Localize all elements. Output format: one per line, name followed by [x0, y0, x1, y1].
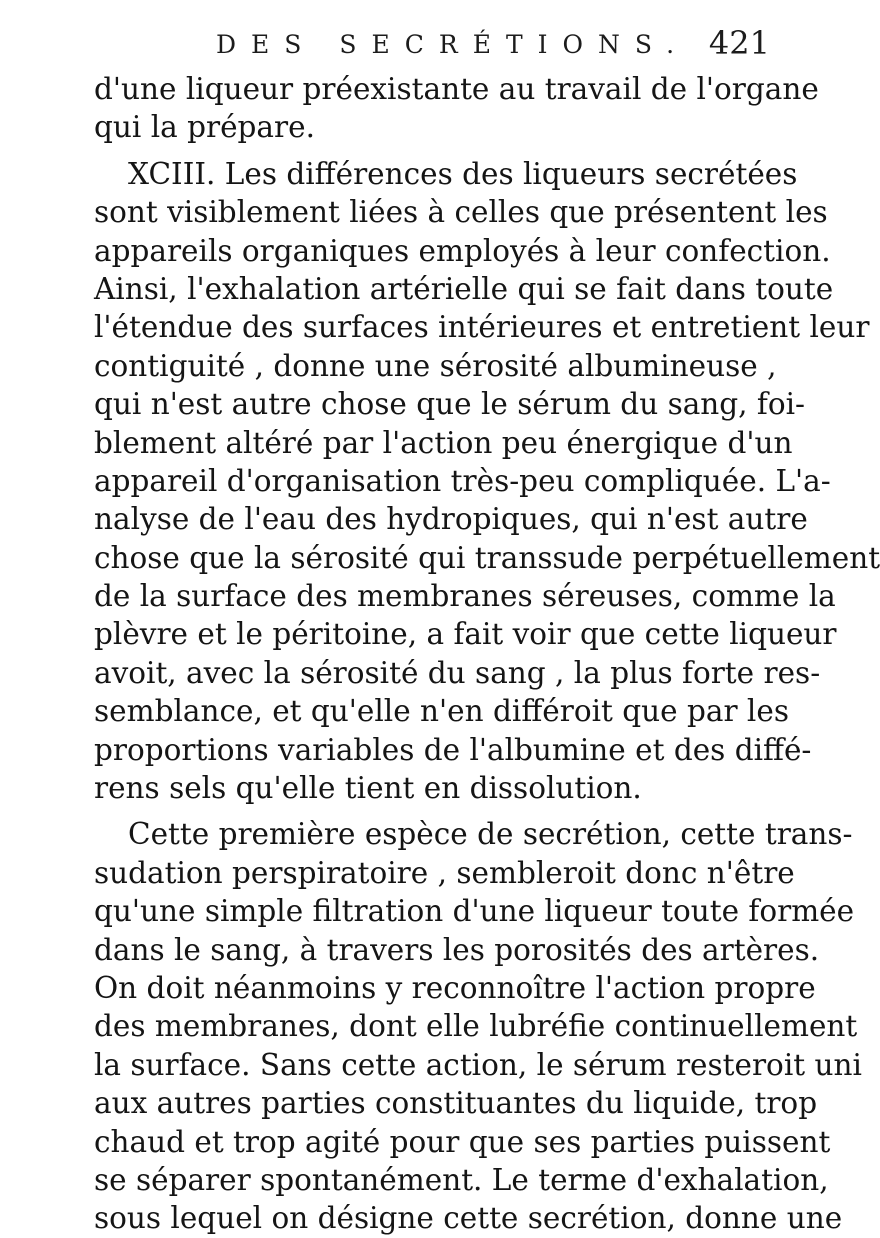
- text-line: de la surface des membranes séreuses, comme la: [94, 579, 836, 614]
- text-line: sont visiblement liées à celles que présentent les: [94, 195, 828, 230]
- paragraph-secretion: [94, 815, 862, 1237]
- text-line: rens sels qu'elle tient en dissolution.: [94, 771, 642, 806]
- text-line: Cette première espèce de secrétion, cette trans-: [128, 817, 853, 852]
- text-line: l'étendue des surfaces intérieures et entretient leur: [94, 310, 870, 345]
- paragraph-continuation: [94, 70, 819, 147]
- text-line: des membranes, dont elle lubréfie continuellement: [94, 1009, 858, 1044]
- body-text: [94, 70, 880, 1238]
- text-line: qui la prépare.: [94, 110, 315, 145]
- text-line: avoit, avec la sérosité du sang , la plus forte res-: [94, 655, 821, 690]
- text-line: plèvre et le péritoine, a fait voir que cette liqueur: [94, 617, 837, 652]
- text-line: Ainsi, l'exhalation artérielle qui se fait dans toute: [94, 271, 834, 306]
- text-line: sous lequel on désigne cette secrétion, donne une: [94, 1201, 843, 1236]
- text-line: sudation perspiratoire , sembleroit donc n'être: [94, 855, 795, 890]
- text-line: XCIII. Les différences des liqueurs secrétées: [128, 156, 798, 191]
- text-line: la surface. Sans cette action, le sérum resteroit uni: [94, 1047, 862, 1082]
- text-line: contiguité , donne une sérosité albumineuse ,: [94, 348, 777, 383]
- text-line: appareil d'organisation très-peu compliquée. L'a-: [94, 463, 831, 498]
- page-number: 421: [708, 24, 770, 62]
- text-line: d'une liqueur préexistante au travail de l'organe: [94, 72, 819, 106]
- text-line: nalyse de l'eau des hydropiques, qui n'est autre: [94, 502, 808, 537]
- text-line: aux autres parties constituantes du liquide, trop: [94, 1086, 818, 1121]
- text-line: appareils organiques employés à leur confection.: [94, 233, 831, 268]
- text-line: chose que la sérosité qui transsude perpétuellement: [94, 540, 880, 575]
- text-line: qu'une simple filtration d'une liqueur toute formée: [94, 894, 855, 929]
- paragraph-gap: [94, 147, 758, 155]
- text-line: qui n'est autre chose que le sérum du sang, foi-: [94, 387, 806, 422]
- paragraph-xciii: [94, 155, 880, 808]
- text-line: se séparer spontanément. Le terme d'exhalation,: [94, 1162, 829, 1197]
- text-line: dans le sang, à travers les porosités des artères.: [94, 932, 820, 967]
- text-line: chaud et trop agité pour que ses parties puissent: [94, 1124, 831, 1159]
- text-line: On doit néanmoins y reconnoître l'action propre: [94, 970, 816, 1005]
- text-line: semblance, et qu'elle n'en différoit que par les: [94, 694, 789, 729]
- text-line: proportions variables de l'albumine et des diffé-: [94, 732, 812, 767]
- running-title: DES SECRÉTIONS.: [216, 30, 690, 59]
- page-header: [90, 24, 770, 64]
- paragraph-gap: [94, 807, 758, 815]
- text-line: blement altéré par l'action peu énergique d'un: [94, 425, 793, 460]
